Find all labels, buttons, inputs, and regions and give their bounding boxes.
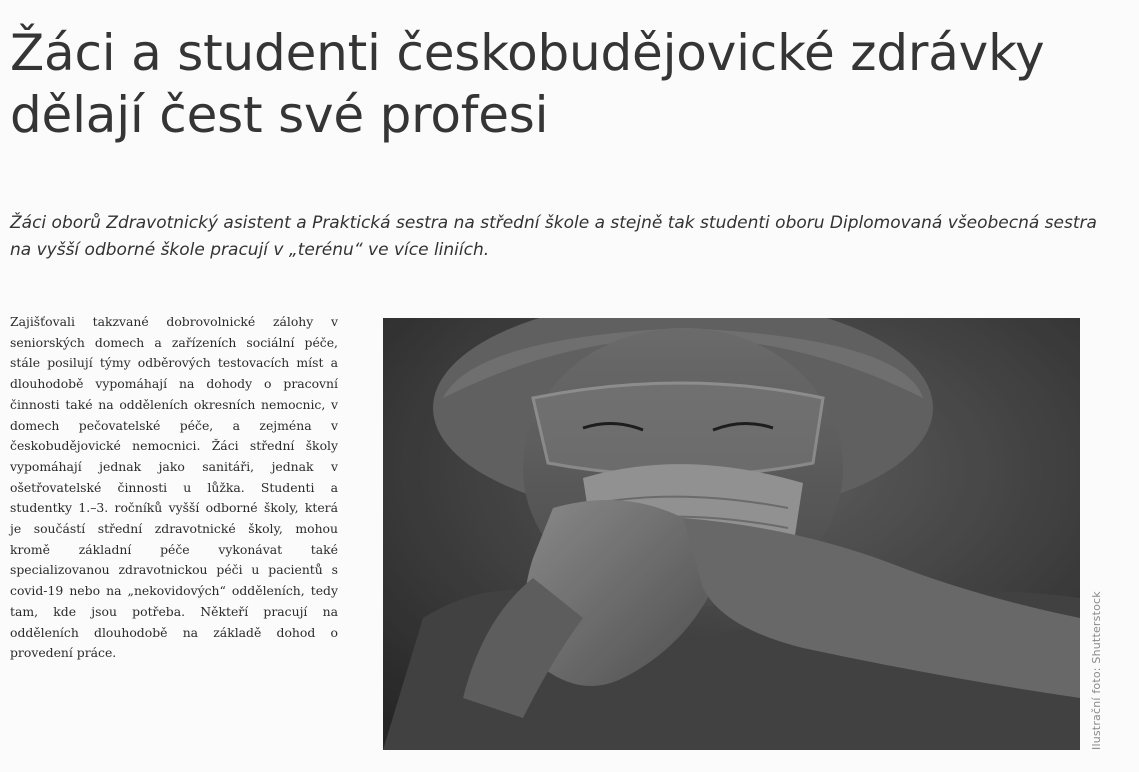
nurse-photo-illustration xyxy=(383,318,1080,750)
article-headline: Žáci a studenti českobudějovické zdrávky dělají čest své profesi xyxy=(10,24,1045,144)
photo-credit: Ilustrační foto: Shutterstock xyxy=(1090,591,1103,750)
article-lead: Žáci oborů Zdravotnický asistent a Praktická sestra na střední škole a stejně tak studenti oboru Diplomovaná všeobecná sestra na vyšší odborné škole pracují v „terénu“ ve více liniích. xyxy=(10,213,1097,260)
article-photo xyxy=(383,318,1080,750)
article-body: Zajišťovali takzvané dobrovolnické zálohy v seniorských domech a zařízeních sociální péče, stále posilují týmy odběrových testovacích míst a dlouhodobě vypomáhají na dohody o pracovní činnosti také na odděleních okresních nemocnic, v domech pečovatelské péče, a zejména v českobudějovické nemocnici. Žáci střední školy vypomáhají jednak jako sanitáři, jednak v ošetřovatelské činnosti u lůžka. Studenti a studentky 1.–3. ročníků vyšší odborné školy, která je součástí střední zdravotnické školy, mohou kromě základní péče vykonávat také specializovanou zdravotnickou péči u pacientů s covid-19 nebo na „nekovidových“ odděleních, tedy tam, kde jsou potřeba. Někteří pracují na odděleních dlouhodobě na základě dohod o provedení práce. xyxy=(10,314,338,661)
